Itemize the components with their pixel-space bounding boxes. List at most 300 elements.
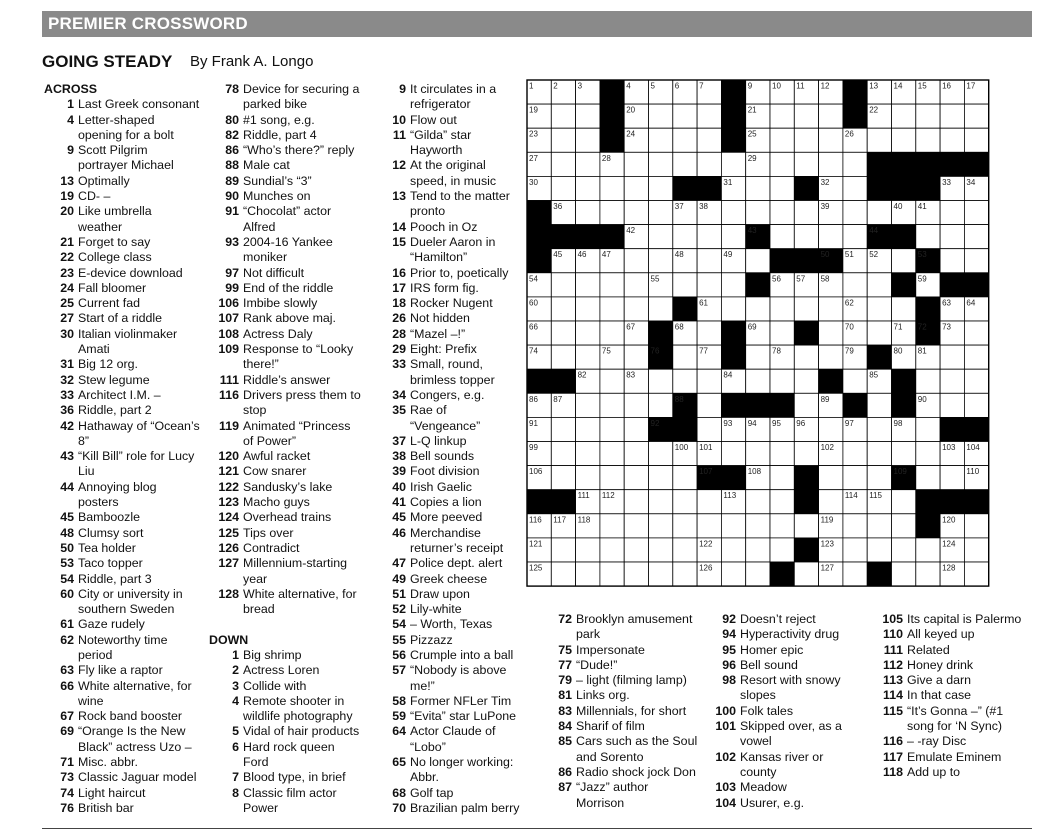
banner-text: PREMIER CROSSWORD bbox=[48, 14, 248, 33]
grid-cell[interactable] bbox=[697, 514, 721, 538]
grid-cell[interactable] bbox=[794, 514, 818, 538]
grid-cell[interactable] bbox=[794, 442, 818, 466]
clue-text: Misc. abbr. bbox=[78, 755, 138, 770]
grid-cell[interactable] bbox=[916, 466, 940, 490]
grid-cell[interactable] bbox=[697, 225, 721, 249]
grid-cell[interactable] bbox=[649, 514, 673, 538]
grid-cell[interactable] bbox=[746, 562, 770, 586]
crossword-grid[interactable] bbox=[526, 79, 1032, 609]
grid-cell[interactable] bbox=[843, 152, 867, 176]
grid-cell[interactable] bbox=[624, 297, 648, 321]
grid-cell[interactable] bbox=[576, 466, 600, 490]
grid-cell[interactable] bbox=[794, 393, 818, 417]
clue-4 bbox=[209, 694, 389, 709]
clue-87 bbox=[542, 780, 712, 795]
grid-cell[interactable] bbox=[551, 562, 575, 586]
grid-cell[interactable] bbox=[721, 562, 745, 586]
grid-cell[interactable] bbox=[551, 297, 575, 321]
grid-cell[interactable] bbox=[649, 466, 673, 490]
grid-cell[interactable] bbox=[551, 466, 575, 490]
grid-cell[interactable] bbox=[746, 345, 770, 369]
clue-number: 64 bbox=[392, 724, 406, 739]
grid-cell[interactable] bbox=[964, 562, 988, 586]
grid-cell[interactable] bbox=[600, 442, 624, 466]
grid-cell[interactable] bbox=[576, 393, 600, 417]
grid-cell[interactable] bbox=[892, 538, 916, 562]
grid-cell[interactable] bbox=[624, 393, 648, 417]
grid-cell[interactable] bbox=[867, 466, 891, 490]
grid-cell[interactable] bbox=[794, 369, 818, 393]
grid-cell[interactable] bbox=[843, 562, 867, 586]
grid-cell[interactable] bbox=[819, 128, 843, 152]
grid-cell[interactable] bbox=[576, 345, 600, 369]
clue-number: 52 bbox=[392, 602, 406, 617]
grid-cell[interactable] bbox=[697, 249, 721, 273]
grid-cell[interactable] bbox=[940, 393, 964, 417]
clue-number: 8 bbox=[232, 785, 239, 800]
grid-cell[interactable] bbox=[794, 297, 818, 321]
grid-cell[interactable] bbox=[697, 490, 721, 514]
grid-cell[interactable] bbox=[600, 538, 624, 562]
clue-number: 68 bbox=[392, 785, 406, 800]
grid-cell[interactable] bbox=[576, 417, 600, 441]
grid-cell[interactable] bbox=[746, 249, 770, 273]
clue-59 bbox=[376, 709, 526, 724]
grid-cell[interactable] bbox=[746, 514, 770, 538]
grid-cell[interactable] bbox=[576, 152, 600, 176]
grid-cell[interactable] bbox=[649, 442, 673, 466]
cell-number: 28 bbox=[601, 153, 611, 163]
grid-cell[interactable] bbox=[673, 538, 697, 562]
grid-cell[interactable] bbox=[746, 369, 770, 393]
grid-cell[interactable] bbox=[551, 128, 575, 152]
grid-cell[interactable] bbox=[600, 466, 624, 490]
grid-cell[interactable] bbox=[940, 249, 964, 273]
clue-text: “Gilda” star bbox=[410, 127, 472, 142]
grid-cell[interactable] bbox=[867, 442, 891, 466]
grid-cell[interactable] bbox=[746, 201, 770, 225]
grid-cell[interactable] bbox=[867, 273, 891, 297]
grid-cell[interactable] bbox=[576, 562, 600, 586]
grid-cell[interactable] bbox=[600, 176, 624, 200]
clue-35 bbox=[376, 403, 526, 418]
grid-cell[interactable] bbox=[673, 562, 697, 586]
grid-cell[interactable] bbox=[576, 442, 600, 466]
grid-cell[interactable] bbox=[673, 514, 697, 538]
grid-cell[interactable] bbox=[551, 321, 575, 345]
clue-9 bbox=[376, 82, 526, 97]
clue-text: Hathaway of “Ocean’s bbox=[78, 418, 200, 433]
clue-text: Crumple into a ball bbox=[410, 647, 514, 662]
grid-cell[interactable] bbox=[649, 562, 673, 586]
grid-cell[interactable] bbox=[673, 345, 697, 369]
clue-number: 90 bbox=[225, 189, 239, 204]
grid-cell[interactable] bbox=[624, 176, 648, 200]
grid-cell[interactable] bbox=[916, 442, 940, 466]
grid-cell[interactable] bbox=[649, 369, 673, 393]
cell-number: 33 bbox=[942, 177, 952, 187]
cell-number: 114 bbox=[844, 491, 858, 501]
grid-cell[interactable] bbox=[649, 490, 673, 514]
grid-cell[interactable] bbox=[551, 345, 575, 369]
clue-text: White alternative, for bbox=[78, 678, 192, 693]
grid-cell[interactable] bbox=[892, 104, 916, 128]
grid-cell[interactable] bbox=[600, 417, 624, 441]
clue-text: Related bbox=[907, 642, 950, 657]
clue-number: 102 bbox=[715, 749, 736, 764]
cell-number: 124 bbox=[942, 539, 956, 549]
grid-cell[interactable] bbox=[600, 514, 624, 538]
cell-number: 32 bbox=[820, 177, 830, 187]
grid-cell[interactable] bbox=[770, 201, 794, 225]
grid-cell[interactable] bbox=[673, 490, 697, 514]
grid-cell[interactable] bbox=[600, 201, 624, 225]
grid-cell[interactable] bbox=[867, 538, 891, 562]
grid-cell[interactable] bbox=[964, 104, 988, 128]
grid-cell[interactable] bbox=[721, 514, 745, 538]
clue-continuation bbox=[209, 403, 389, 418]
grid-cell[interactable] bbox=[551, 152, 575, 176]
grid-cell[interactable] bbox=[916, 417, 940, 441]
grid-cell[interactable] bbox=[843, 514, 867, 538]
grid-cell[interactable] bbox=[624, 249, 648, 273]
grid-cell[interactable] bbox=[819, 152, 843, 176]
grid-cell[interactable] bbox=[770, 321, 794, 345]
grid-cell[interactable] bbox=[746, 442, 770, 466]
grid-cell[interactable] bbox=[649, 104, 673, 128]
grid-cell[interactable] bbox=[964, 393, 988, 417]
grid-block bbox=[892, 176, 916, 200]
clue-text: Letter-shaped bbox=[78, 112, 155, 127]
grid-cell[interactable] bbox=[673, 225, 697, 249]
grid-cell[interactable] bbox=[624, 490, 648, 514]
clue-number: 128 bbox=[218, 586, 239, 601]
clue-text: Not hidden bbox=[410, 311, 470, 326]
grid-block bbox=[794, 538, 818, 562]
grid-cell[interactable] bbox=[794, 104, 818, 128]
grid-cell[interactable] bbox=[964, 225, 988, 249]
grid-cell[interactable] bbox=[551, 442, 575, 466]
grid-cell[interactable] bbox=[916, 128, 940, 152]
grid-cell[interactable] bbox=[649, 128, 673, 152]
grid-cell[interactable] bbox=[600, 393, 624, 417]
grid-cell[interactable] bbox=[721, 152, 745, 176]
grid-cell[interactable] bbox=[649, 201, 673, 225]
clue-number: 117 bbox=[883, 749, 903, 764]
grid-cell[interactable] bbox=[964, 249, 988, 273]
grid-cell[interactable] bbox=[964, 201, 988, 225]
grid-cell[interactable] bbox=[916, 225, 940, 249]
grid-cell[interactable] bbox=[551, 176, 575, 200]
grid-cell[interactable] bbox=[673, 273, 697, 297]
clue-number: 85 bbox=[558, 734, 572, 749]
clue-text: Usurer, e.g. bbox=[740, 795, 805, 810]
cell-number: 4 bbox=[626, 81, 631, 91]
grid-cell[interactable] bbox=[770, 297, 794, 321]
clue-114 bbox=[873, 688, 1033, 703]
grid-cell[interactable] bbox=[576, 297, 600, 321]
grid-cell[interactable] bbox=[892, 297, 916, 321]
grid-cell[interactable] bbox=[794, 345, 818, 369]
clue-number: 3 bbox=[232, 678, 239, 693]
grid-cell[interactable] bbox=[964, 538, 988, 562]
grid-cell[interactable] bbox=[649, 538, 673, 562]
grid-cell[interactable] bbox=[964, 369, 988, 393]
clue-98 bbox=[706, 673, 876, 688]
grid-cell[interactable] bbox=[576, 538, 600, 562]
grid-cell[interactable] bbox=[576, 321, 600, 345]
clue-23 bbox=[44, 266, 209, 281]
grid-cell[interactable] bbox=[940, 369, 964, 393]
clue-number: 54 bbox=[392, 617, 406, 632]
grid-cell[interactable] bbox=[770, 104, 794, 128]
grid-cell[interactable] bbox=[794, 225, 818, 249]
grid-cell[interactable] bbox=[843, 225, 867, 249]
clue-number: 81 bbox=[558, 688, 572, 703]
grid-cell[interactable] bbox=[770, 225, 794, 249]
grid-cell[interactable] bbox=[819, 225, 843, 249]
grid-cell[interactable] bbox=[697, 273, 721, 297]
grid-cell[interactable] bbox=[843, 466, 867, 490]
clue-number: 93 bbox=[225, 234, 239, 249]
clue-number: 125 bbox=[218, 525, 239, 540]
clue-text: Gaze rudely bbox=[78, 617, 145, 632]
grid-cell[interactable] bbox=[600, 562, 624, 586]
clue-128 bbox=[209, 587, 389, 602]
clue-continuation bbox=[209, 97, 389, 112]
grid-cell[interactable] bbox=[916, 538, 940, 562]
grid-cell[interactable] bbox=[867, 417, 891, 441]
clue-continuation bbox=[542, 796, 712, 811]
clue-number: 51 bbox=[392, 586, 406, 601]
grid-cell[interactable] bbox=[964, 128, 988, 152]
grid-cell[interactable] bbox=[697, 417, 721, 441]
grid-cell[interactable] bbox=[721, 442, 745, 466]
grid-cell[interactable] bbox=[770, 490, 794, 514]
grid-cell[interactable] bbox=[551, 417, 575, 441]
grid-cell[interactable] bbox=[867, 393, 891, 417]
grid-cell[interactable] bbox=[940, 225, 964, 249]
grid-cell[interactable] bbox=[770, 442, 794, 466]
grid-cell[interactable] bbox=[964, 514, 988, 538]
cell-number: 44 bbox=[869, 226, 879, 236]
grid-cell[interactable] bbox=[916, 369, 940, 393]
clue-number: 65 bbox=[392, 755, 406, 770]
grid-cell[interactable] bbox=[819, 321, 843, 345]
grid-cell[interactable] bbox=[819, 104, 843, 128]
grid-cell[interactable] bbox=[867, 128, 891, 152]
grid-cell[interactable] bbox=[867, 514, 891, 538]
grid-cell[interactable] bbox=[819, 297, 843, 321]
grid-cell[interactable] bbox=[819, 490, 843, 514]
clue-97 bbox=[209, 266, 389, 281]
grid-cell[interactable] bbox=[892, 128, 916, 152]
grid-cell[interactable] bbox=[649, 152, 673, 176]
grid-cell[interactable] bbox=[867, 321, 891, 345]
clue-number: 112 bbox=[883, 657, 903, 672]
grid-cell[interactable] bbox=[697, 152, 721, 176]
clue-column-6 bbox=[873, 612, 1033, 780]
grid-cell[interactable] bbox=[697, 393, 721, 417]
grid-cell[interactable] bbox=[794, 128, 818, 152]
grid-block bbox=[673, 417, 697, 441]
clue-number: 113 bbox=[883, 673, 903, 688]
grid-cell[interactable] bbox=[624, 562, 648, 586]
clue-number: 69 bbox=[60, 724, 74, 739]
clue-text: In that case bbox=[907, 688, 972, 703]
grid-cell[interactable] bbox=[746, 490, 770, 514]
grid-cell[interactable] bbox=[964, 321, 988, 345]
clue-text: Classic Jaguar model bbox=[78, 770, 197, 785]
grid-cell[interactable] bbox=[551, 538, 575, 562]
grid-cell[interactable] bbox=[940, 104, 964, 128]
clue-text: Millennium-starting bbox=[243, 556, 347, 571]
cell-number: 48 bbox=[674, 250, 684, 260]
grid-cell[interactable] bbox=[624, 201, 648, 225]
grid-cell[interactable] bbox=[551, 104, 575, 128]
grid-block bbox=[600, 225, 624, 249]
grid-cell[interactable] bbox=[697, 321, 721, 345]
grid-cell[interactable] bbox=[697, 128, 721, 152]
grid-cell[interactable] bbox=[746, 538, 770, 562]
grid-cell[interactable] bbox=[843, 273, 867, 297]
grid-cell[interactable] bbox=[624, 152, 648, 176]
grid-cell[interactable] bbox=[892, 442, 916, 466]
grid-cell[interactable] bbox=[770, 152, 794, 176]
grid-cell[interactable] bbox=[794, 562, 818, 586]
grid-cell[interactable] bbox=[673, 152, 697, 176]
grid-cell[interactable] bbox=[964, 345, 988, 369]
grid-cell[interactable] bbox=[721, 225, 745, 249]
grid-cell[interactable] bbox=[600, 321, 624, 345]
grid-cell[interactable] bbox=[867, 297, 891, 321]
grid-cell[interactable] bbox=[794, 152, 818, 176]
grid-cell[interactable] bbox=[843, 369, 867, 393]
grid-cell[interactable] bbox=[600, 273, 624, 297]
grid-cell[interactable] bbox=[576, 104, 600, 128]
grid-cell[interactable] bbox=[819, 417, 843, 441]
grid-cell[interactable] bbox=[843, 201, 867, 225]
grid-cell[interactable] bbox=[673, 104, 697, 128]
clue-text: Riddle’s answer bbox=[243, 372, 331, 387]
grid-cell[interactable] bbox=[794, 201, 818, 225]
grid-cell[interactable] bbox=[600, 297, 624, 321]
grid-cell[interactable] bbox=[916, 104, 940, 128]
grid-cell[interactable] bbox=[649, 393, 673, 417]
grid-block bbox=[892, 152, 916, 176]
cell-number: 29 bbox=[747, 153, 757, 163]
clue-number: 74 bbox=[60, 785, 74, 800]
grid-cell[interactable] bbox=[721, 297, 745, 321]
grid-cell[interactable] bbox=[867, 201, 891, 225]
clue-number: 16 bbox=[392, 265, 406, 280]
cell-number: 100 bbox=[674, 443, 689, 452]
grid-cell[interactable] bbox=[624, 345, 648, 369]
grid-cell[interactable] bbox=[673, 128, 697, 152]
clue-number: 26 bbox=[392, 311, 406, 326]
cell-number: 101 bbox=[699, 443, 713, 452]
grid-cell[interactable] bbox=[770, 514, 794, 538]
clue-text: “Kill Bill” role for Lucy bbox=[78, 449, 195, 464]
grid-cell[interactable] bbox=[721, 538, 745, 562]
grid-cell[interactable] bbox=[746, 176, 770, 200]
grid-cell[interactable] bbox=[576, 128, 600, 152]
clue-text: Actress Daly bbox=[243, 326, 313, 341]
clue-44 bbox=[44, 480, 209, 495]
grid-cell[interactable] bbox=[576, 176, 600, 200]
grid-cell[interactable] bbox=[892, 562, 916, 586]
grid-cell[interactable] bbox=[624, 417, 648, 441]
grid-cell[interactable] bbox=[697, 104, 721, 128]
clue-number: 99 bbox=[225, 280, 239, 295]
grid-cell[interactable] bbox=[819, 345, 843, 369]
clue-text: Clumsy sort bbox=[78, 525, 144, 540]
grid-cell[interactable] bbox=[721, 273, 745, 297]
grid-cell[interactable] bbox=[940, 345, 964, 369]
grid-cell[interactable] bbox=[940, 466, 964, 490]
grid-cell[interactable] bbox=[892, 490, 916, 514]
grid-cell[interactable] bbox=[673, 369, 697, 393]
grid-cell[interactable] bbox=[843, 442, 867, 466]
clue-number: 83 bbox=[558, 703, 572, 718]
grid-cell[interactable] bbox=[624, 538, 648, 562]
grid-cell[interactable] bbox=[673, 466, 697, 490]
grid-cell[interactable] bbox=[697, 369, 721, 393]
grid-cell[interactable] bbox=[649, 225, 673, 249]
grid-cell[interactable] bbox=[576, 201, 600, 225]
grid-cell[interactable] bbox=[649, 249, 673, 273]
clue-text: southern Sweden bbox=[78, 602, 175, 617]
grid-cell[interactable] bbox=[770, 176, 794, 200]
grid-cell[interactable] bbox=[916, 562, 940, 586]
grid-cell[interactable] bbox=[746, 297, 770, 321]
clue-number: 104 bbox=[715, 795, 736, 810]
grid-cell[interactable] bbox=[551, 273, 575, 297]
grid-cell[interactable] bbox=[624, 442, 648, 466]
grid-cell[interactable] bbox=[649, 176, 673, 200]
grid-cell[interactable] bbox=[576, 273, 600, 297]
grid-cell[interactable] bbox=[940, 128, 964, 152]
grid-cell[interactable] bbox=[892, 249, 916, 273]
clue-84 bbox=[542, 719, 712, 734]
grid-cell[interactable] bbox=[649, 297, 673, 321]
clue-text: Dueler Aaron in bbox=[410, 234, 496, 249]
grid-cell[interactable] bbox=[721, 201, 745, 225]
grid-cell[interactable] bbox=[843, 176, 867, 200]
grid-cell[interactable] bbox=[770, 538, 794, 562]
grid-cell[interactable] bbox=[892, 514, 916, 538]
grid-cell[interactable] bbox=[770, 369, 794, 393]
grid-cell[interactable] bbox=[624, 466, 648, 490]
grid-cell[interactable] bbox=[940, 201, 964, 225]
clue-text: L-Q linkup bbox=[410, 433, 467, 448]
grid-cell[interactable] bbox=[770, 128, 794, 152]
clue-number: 41 bbox=[392, 495, 406, 510]
clue-79 bbox=[542, 673, 712, 688]
grid-cell[interactable] bbox=[770, 466, 794, 490]
grid-cell[interactable] bbox=[624, 514, 648, 538]
clue-text: Hayworth bbox=[410, 143, 463, 158]
clue-25 bbox=[44, 296, 209, 311]
clue-number: 89 bbox=[225, 173, 239, 188]
grid-cell[interactable] bbox=[843, 538, 867, 562]
grid-block bbox=[770, 249, 794, 273]
grid-cell[interactable] bbox=[600, 369, 624, 393]
grid-cell[interactable] bbox=[819, 466, 843, 490]
clue-number: 111 bbox=[219, 372, 239, 387]
clue-text: Pizzazz bbox=[410, 632, 453, 647]
grid-cell[interactable] bbox=[624, 273, 648, 297]
